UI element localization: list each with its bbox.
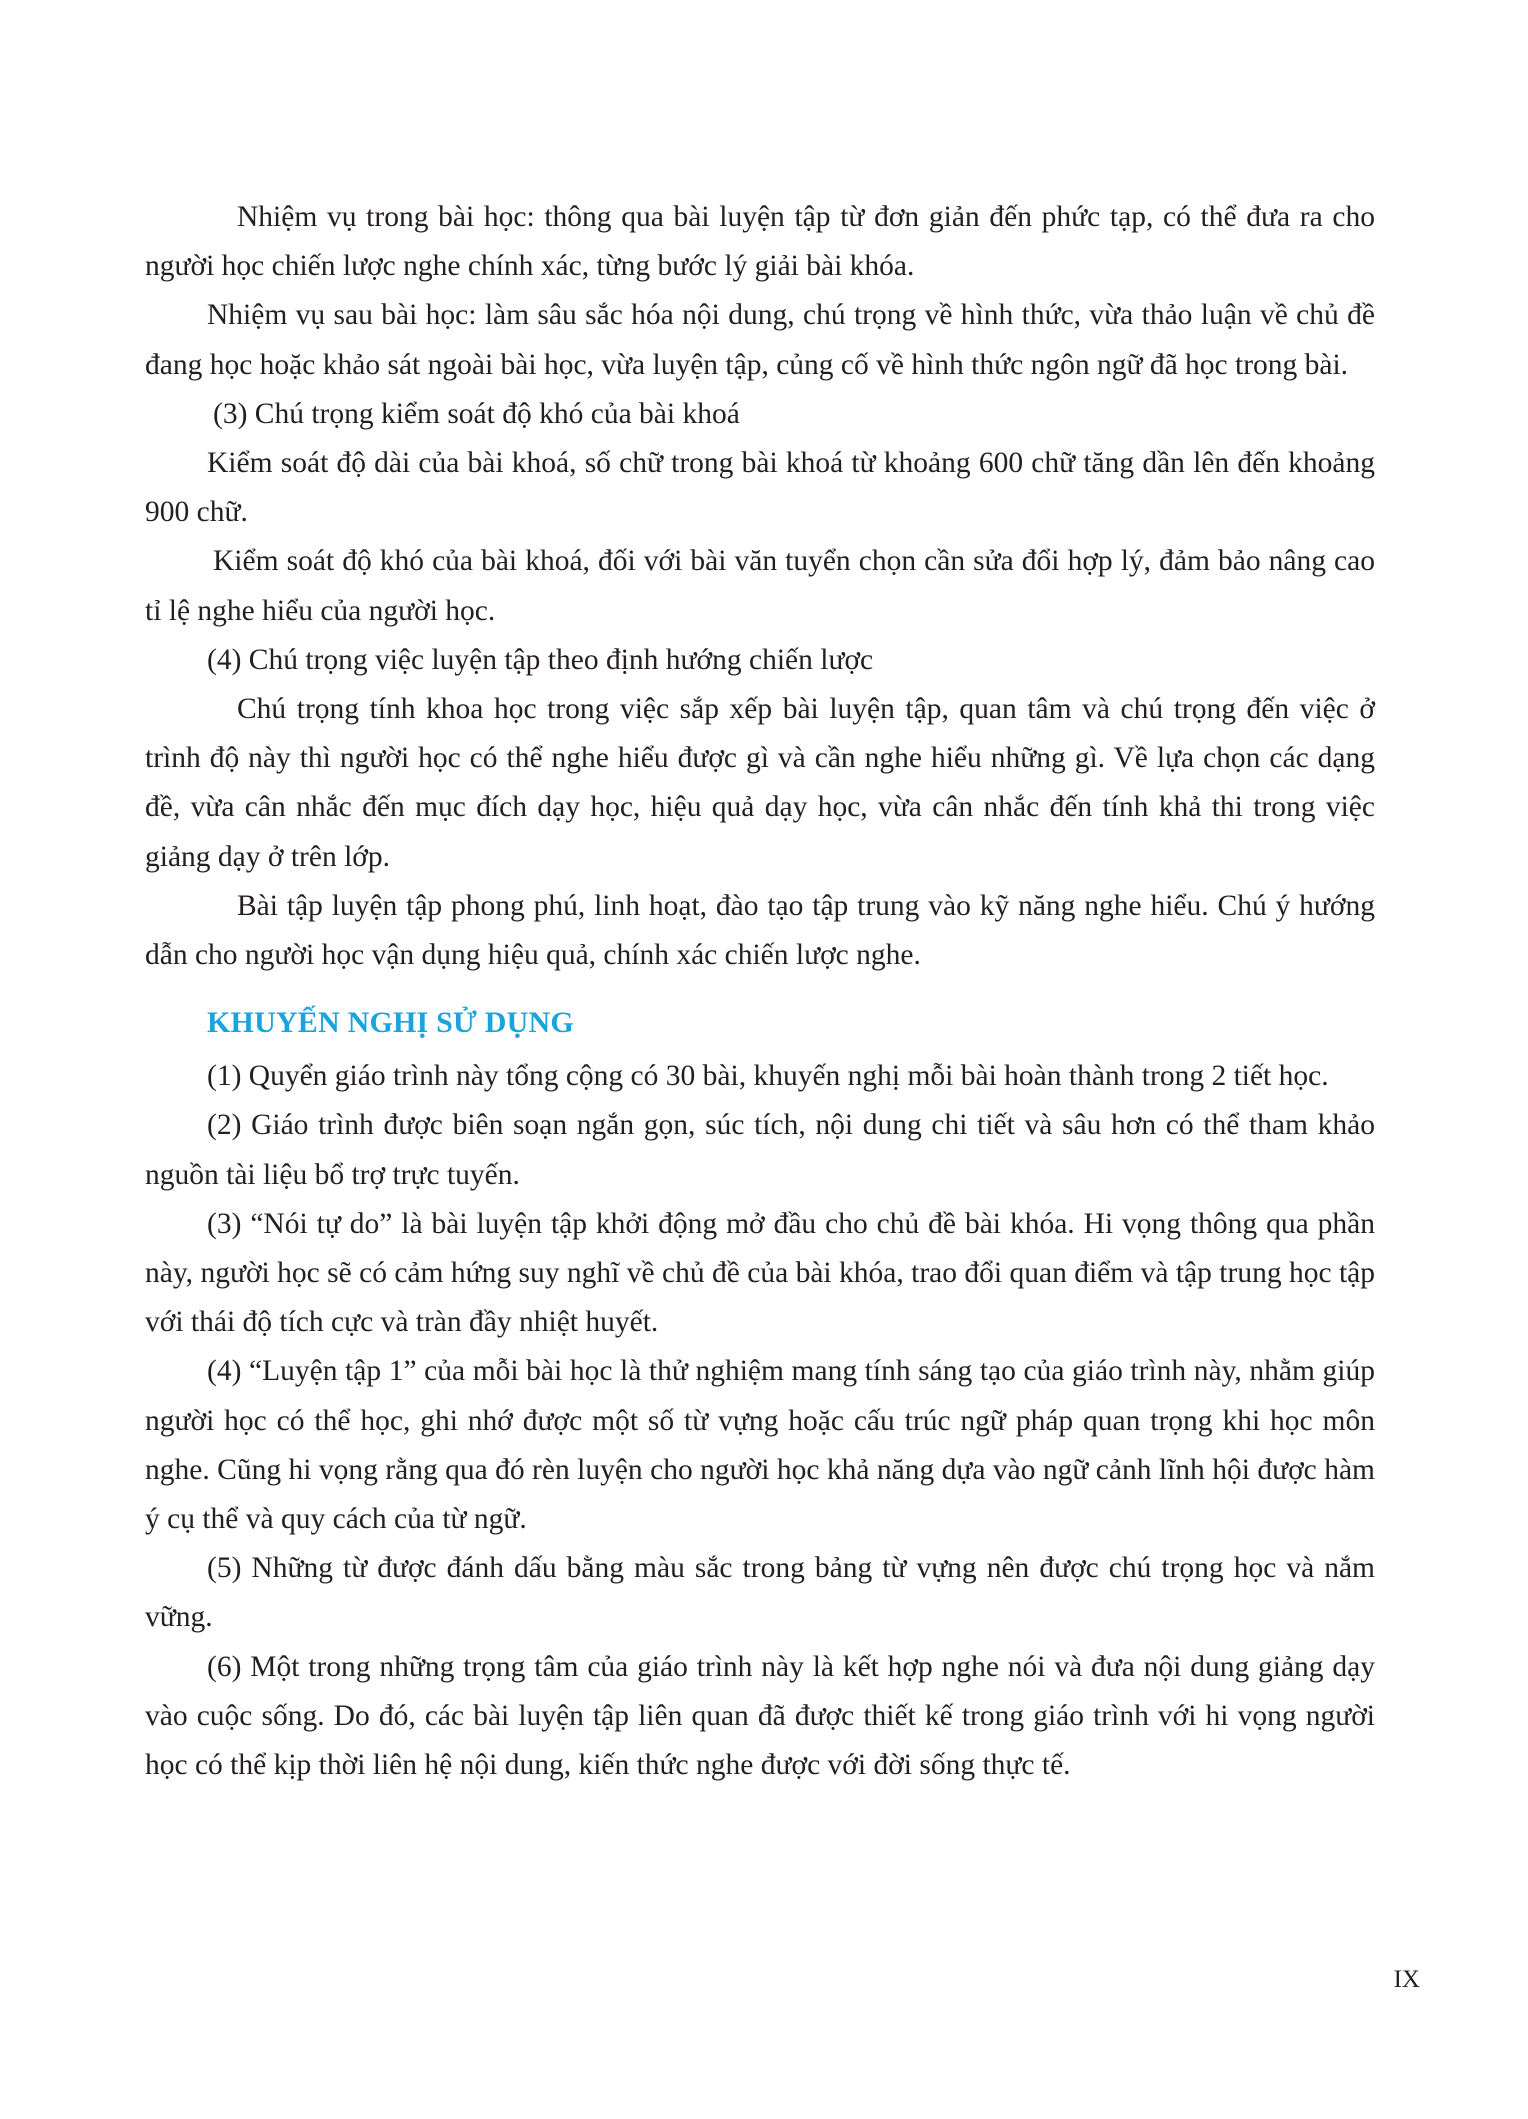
paragraph-practice-arrangement: Chú trọng tính khoa học trong việc sắp xếp bài luyện tập, quan tâm và chú trọng đến việc ở trình độ này thì người học có thể nghe hiểu được gì và cần nghe hiểu những gì. Về lựa chọn các dạng đề, vừa cân nhắc đến mục đích dạy học, hiệu quả dạy học, vừa cân nhắc đến tính khả thi trong việc giảng dạy ở trên lớp. <box>145 693 1375 873</box>
page-body <box>145 193 1375 1790</box>
section-heading-recommendations: KHUYẾN NGHỊ SỬ DỤNG <box>207 1006 574 1040</box>
page-number: IX <box>1393 1966 1420 1993</box>
paragraph-after-lesson-task: Nhiệm vụ sau bài học: làm sâu sắc hóa nội dung, chú trọng về hình thức, vừa thảo luận về chủ đề đang học hoặc khảo sát ngoài bài học, vừa luyện tập, củng cố về hình thức ngôn ngữ đã học trong bài. <box>145 299 1375 381</box>
recommendation-item: (2) Giáo trình được biên soạn ngắn gọn, súc tích, nội dung chi tiết và sâu hơn có thể tham khảo nguồn tài liệu bổ trợ trực tuyến. <box>145 1109 1375 1191</box>
recommendation-item: (3) “Nói tự do” là bài luyện tập khởi động mở đầu cho chủ đề bài khóa. Hi vọng thông qua phần này, người học sẽ có cảm hứng suy nghĩ về chủ đề của bài khóa, trao đổi quan điểm và tập trung học tập với thái độ tích cực và tràn đầy nhiệt huyết. <box>145 1207 1375 1339</box>
recommendation-item: (6) Một trong những trọng tâm của giáo trình này là kết hợp nghe nói và đưa nội dung giảng dạy vào cuộc sống. Do đó, các bài luyện tập liên quan đã được thiết kế trong giáo trình với hi vọng người học có thể kịp thời liên hệ nội dung, kiến thức nghe được với đời sống thực tế. <box>145 1650 1375 1782</box>
recommendation-item: (4) “Luyện tập 1” của mỗi bài học là thử nghiệm mang tính sáng tạo của giáo trình này, nhằm giúp người học có thể học, ghi nhớ được một số từ vựng hoặc cấu trúc ngữ pháp quan trọng khi học môn nghe. Cũng hi vọng rằng qua đó rèn luyện cho người học khả năng dựa vào ngữ cảnh lĩnh hội được hàm ý cụ thể và quy cách của từ ngữ. <box>145 1355 1375 1536</box>
paragraph-in-lesson-task: Nhiệm vụ trong bài học: thông qua bài luyện tập từ đơn giản đến phức tạp, có thể đưa ra cho người học chiến lược nghe chính xác, từng bước lý giải bài khóa. <box>145 201 1375 283</box>
subheading-text-difficulty: (3) Chú trọng kiểm soát độ khó của bài khoá <box>213 397 740 430</box>
recommendation-item: (5) Những từ được đánh dấu bằng màu sắc trong bảng từ vựng nên được chú trọng học và nắm vững. <box>145 1552 1375 1634</box>
paragraph-text-length: Kiểm soát độ dài của bài khoá, số chữ trong bài khoá từ khoảng 600 chữ tăng dần lên đến khoảng 900 chữ. <box>145 447 1375 529</box>
paragraph-practice-exercises: Bài tập luyện tập phong phú, linh hoạt, đào tạo tập trung vào kỹ năng nghe hiểu. Chú ý hướng dẫn cho người học vận dụng hiệu quả, chính xác chiến lược nghe. <box>145 889 1375 972</box>
subheading-strategy-practice: (4) Chú trọng việc luyện tập theo định hướng chiến lược <box>207 643 874 676</box>
paragraph-text-difficulty: Kiểm soát độ khó của bài khoá, đối với bài văn tuyển chọn cần sửa đổi hợp lý, đảm bảo nâng cao tỉ lệ nghe hiểu của người học. <box>145 545 1375 627</box>
recommendation-item: (1) Quyển giáo trình này tổng cộng có 30 bài, khuyến nghị mỗi bài hoàn thành trong 2 tiết học. <box>207 1060 1329 1093</box>
